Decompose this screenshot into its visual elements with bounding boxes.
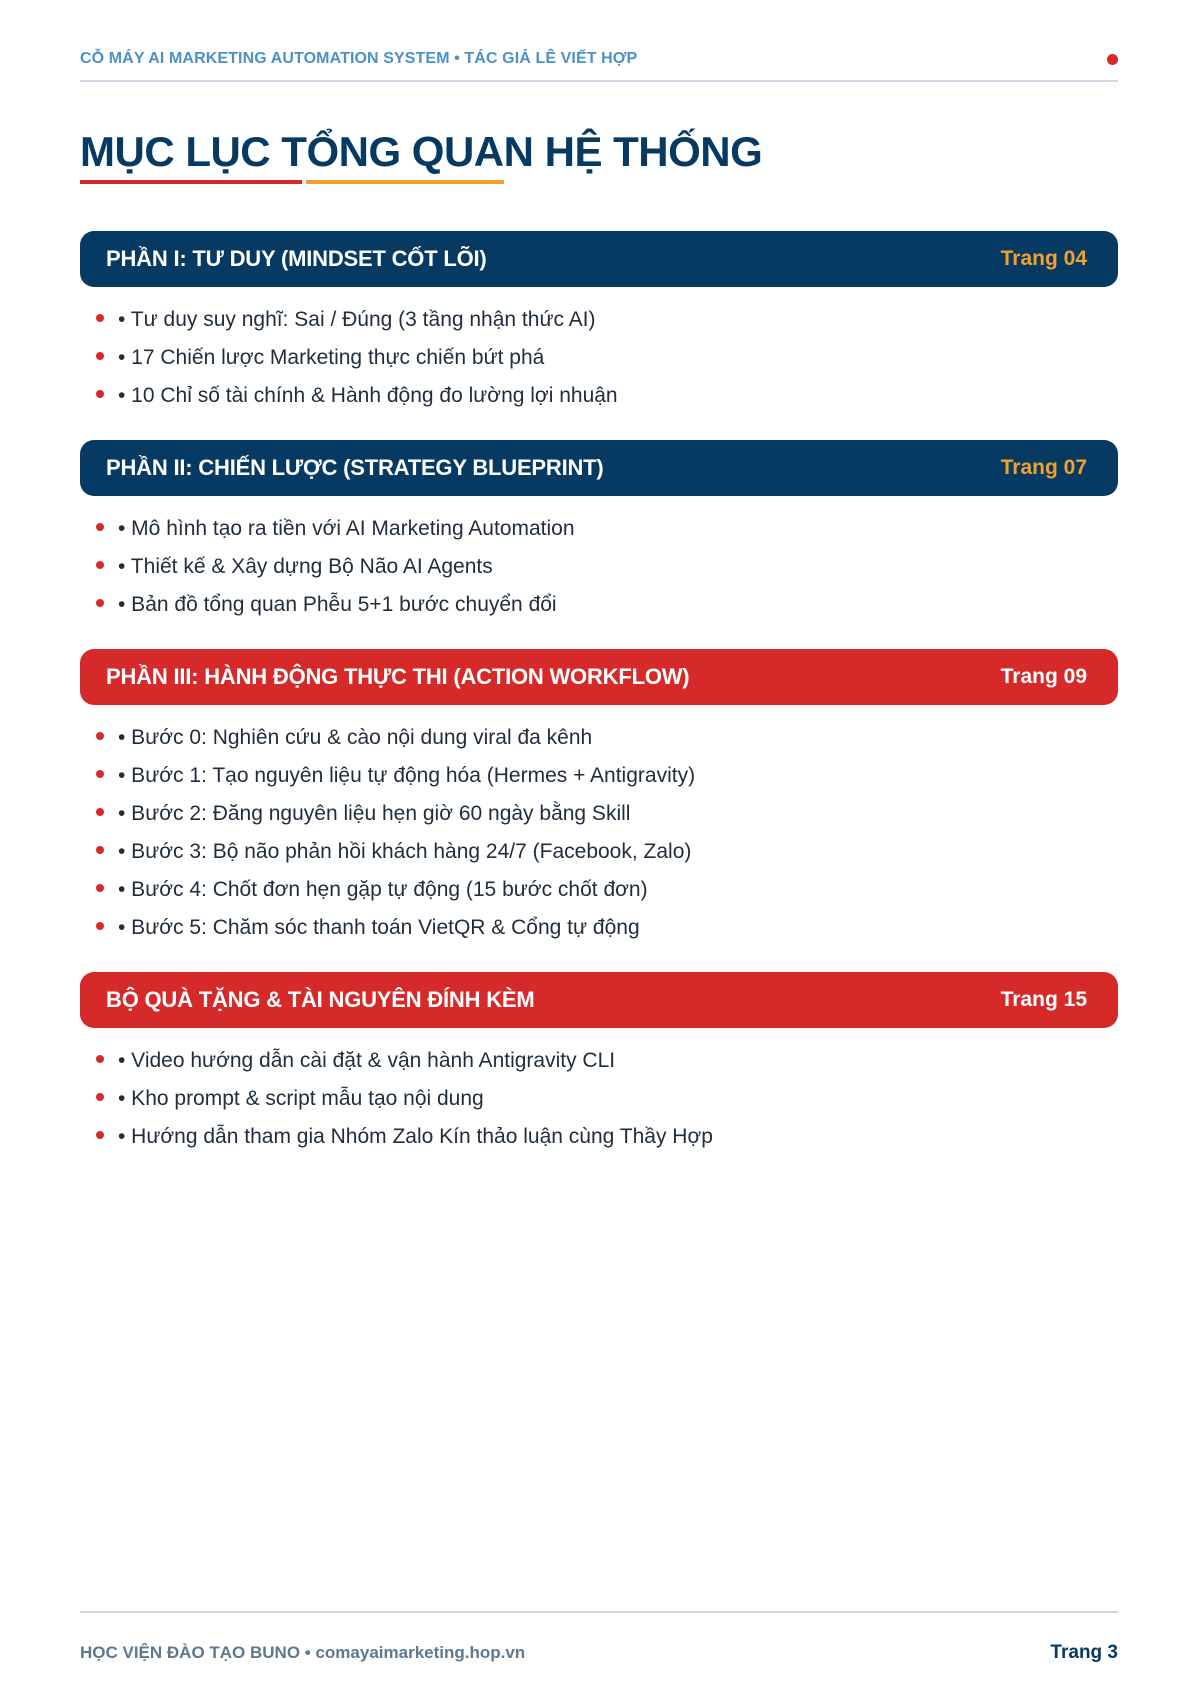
list-item[interactable] (80, 586, 1118, 624)
section-page-number: Trang 04 (1000, 247, 1087, 270)
list-item[interactable] (80, 548, 1118, 586)
section-item-list (80, 705, 1118, 947)
header-dot-icon (1107, 54, 1118, 65)
toc-section (80, 440, 1118, 624)
bullet-dot-icon (96, 1055, 104, 1063)
list-item[interactable] (80, 833, 1118, 871)
section-item-list (80, 287, 1118, 415)
list-item-text: • Bước 2: Đăng nguyên liệu hẹn giờ 60 ngày bằng Skill (118, 802, 631, 825)
bullet-dot-icon (96, 922, 104, 930)
list-item-text: • 17 Chiến lược Marketing thực chiến bứt phá (118, 346, 545, 369)
list-item-text: • Hướng dẫn tham gia Nhóm Zalo Kín thảo luận cùng Thầy Hợp (118, 1125, 713, 1148)
footer-page-number: Trang 3 (1050, 1642, 1118, 1663)
list-item-text: • Bản đồ tổng quan Phễu 5+1 bước chuyển đổi (118, 593, 557, 616)
bullet-dot-icon (96, 314, 104, 322)
page-title: MỤC LỤC TỔNG QUAN HỆ THỐNG (80, 128, 763, 175)
section-page-number: Trang 09 (1000, 665, 1087, 688)
list-item[interactable] (80, 757, 1118, 795)
list-item[interactable] (80, 909, 1118, 947)
section-item-list (80, 496, 1118, 624)
bullet-dot-icon (96, 884, 104, 892)
list-item-text: • Bước 0: Nghiên cứu & cào nội dung viral đa kênh (118, 726, 593, 749)
footer-org-and-url: HỌC VIỆN ĐÀO TẠO BUNO • comayaimarketing.hop.vn (80, 1643, 526, 1662)
list-item[interactable] (80, 301, 1118, 339)
section-header[interactable] (80, 231, 1118, 287)
list-item[interactable] (80, 1080, 1118, 1118)
title-underline-orange (306, 180, 504, 184)
bullet-dot-icon (96, 561, 104, 569)
page-header (80, 50, 1118, 82)
bullet-dot-icon (96, 732, 104, 740)
bullet-dot-icon (96, 352, 104, 360)
toc-section (80, 649, 1118, 947)
list-item-text: • 10 Chỉ số tài chính & Hành động đo lường lợi nhuận (118, 384, 618, 407)
section-header[interactable] (80, 972, 1118, 1028)
section-page-number: Trang 15 (1000, 988, 1087, 1011)
table-of-contents (80, 231, 1118, 1181)
list-item-text: • Thiết kế & Xây dựng Bộ Não AI Agents (118, 555, 493, 578)
toc-section (80, 231, 1118, 415)
list-item[interactable] (80, 1042, 1118, 1080)
section-item-list (80, 1028, 1118, 1156)
list-item-text: • Tư duy suy nghĩ: Sai / Đúng (3 tầng nhận thức AI) (118, 308, 596, 331)
list-item[interactable] (80, 377, 1118, 415)
list-item-text: • Kho prompt & script mẫu tạo nội dung (118, 1087, 484, 1110)
list-item[interactable] (80, 795, 1118, 833)
list-item-text: • Mô hình tạo ra tiền với AI Marketing Automation (118, 517, 575, 540)
list-item[interactable] (80, 1118, 1118, 1156)
page-footer (80, 1611, 1118, 1671)
title-underline-red (80, 180, 302, 184)
bullet-dot-icon (96, 770, 104, 778)
section-title: PHẦN III: HÀNH ĐỘNG THỰC THI (ACTION WORKFLOW) (106, 664, 690, 689)
bullet-dot-icon (96, 523, 104, 531)
section-title: PHẦN II: CHIẾN LƯỢC (STRATEGY BLUEPRINT) (106, 455, 604, 480)
list-item[interactable] (80, 719, 1118, 757)
bullet-dot-icon (96, 846, 104, 854)
list-item-text: • Bước 1: Tạo nguyên liệu tự động hóa (Hermes + Antigravity) (118, 764, 696, 787)
section-title: BỘ QUÀ TẶNG & TÀI NGUYÊN ĐÍNH KÈM (106, 987, 535, 1012)
list-item[interactable] (80, 510, 1118, 548)
header-title: CỖ MÁY AI MARKETING AUTOMATION SYSTEM • TÁC GIẢ LÊ VIẾT HỢP (80, 50, 638, 67)
bullet-dot-icon (96, 599, 104, 607)
bullet-dot-icon (96, 1131, 104, 1139)
section-header[interactable] (80, 649, 1118, 705)
bullet-dot-icon (96, 1093, 104, 1101)
list-item[interactable] (80, 871, 1118, 909)
list-item[interactable] (80, 339, 1118, 377)
bullet-dot-icon (96, 808, 104, 816)
toc-section (80, 972, 1118, 1156)
list-item-text: • Bước 4: Chốt đơn hẹn gặp tự động (15 bước chốt đơn) (118, 878, 648, 901)
section-title: PHẦN I: TƯ DUY (MINDSET CỐT LÕI) (106, 246, 487, 271)
list-item-text: • Bước 5: Chăm sóc thanh toán VietQR & Cổng tự động (118, 916, 640, 939)
bullet-dot-icon (96, 390, 104, 398)
list-item-text: • Bước 3: Bộ não phản hồi khách hàng 24/7 (Facebook, Zalo) (118, 840, 692, 863)
list-item-text: • Video hướng dẫn cài đặt & vận hành Antigravity CLI (118, 1049, 616, 1072)
section-page-number: Trang 07 (1000, 456, 1087, 479)
section-header[interactable] (80, 440, 1118, 496)
